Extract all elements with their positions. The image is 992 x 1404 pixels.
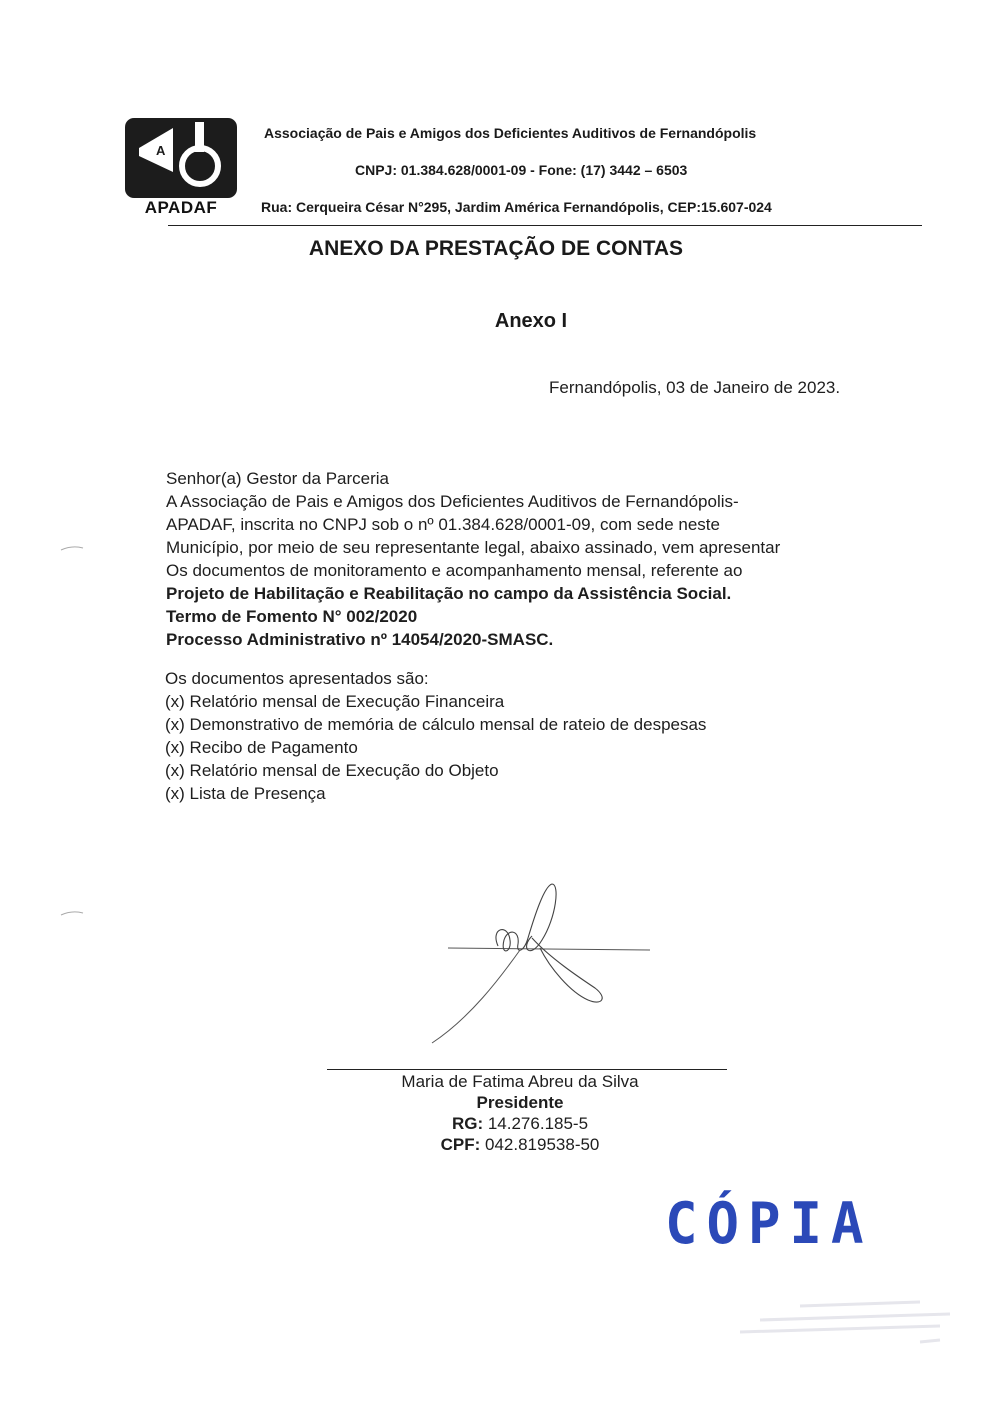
signatory-block xyxy=(320,1071,720,1155)
margin-mark xyxy=(60,545,84,551)
signature-line xyxy=(327,1069,727,1070)
rg-label: RG: xyxy=(451,1114,484,1133)
faded-stamp-mark xyxy=(740,1298,955,1348)
document-date: Fernandópolis, 03 de Janeiro de 2023. xyxy=(549,378,841,397)
letter-line: A Associação de Pais e Amigos dos Deficientes Auditivos de Fernandópolis- xyxy=(166,492,739,511)
document-title: ANEXO DA PRESTAÇÃO DE CONTAS xyxy=(308,237,684,260)
annex-title: Anexo I xyxy=(494,310,568,332)
signatory-role: Presidente xyxy=(476,1093,564,1112)
rg-value: 14.276.185-5 xyxy=(483,1114,589,1133)
organization-name: Associação de Pais e Amigos dos Deficientes Auditivos de Fernandópolis xyxy=(264,125,757,141)
list-item: (x) Recibo de Pagamento xyxy=(165,738,358,757)
cpf-label: CPF: xyxy=(440,1135,481,1154)
signatory-name: Maria de Fatima Abreu da Silva xyxy=(401,1072,639,1091)
list-item: (x) Relatório mensal de Execução Financeira xyxy=(165,692,505,711)
letter-line: Município, por meio de seu representante legal, abaixo assinado, vem apresentar xyxy=(166,538,781,557)
term-number: Termo de Fomento N° 002/2020 xyxy=(166,607,418,626)
signatory-rg xyxy=(320,1113,720,1134)
svg-text:A: A xyxy=(156,143,166,158)
cpf-value: 042.819538-50 xyxy=(480,1135,600,1154)
process-number: Processo Administrativo nº 14054/2020-SMASC. xyxy=(166,630,554,649)
documents-list xyxy=(165,667,885,805)
copy-stamp: CÓPIA xyxy=(665,1190,873,1257)
organization-contact: CNPJ: 01.384.628/0001-09 - Fone: (17) 3442 – 6503 xyxy=(355,162,688,178)
logo-wordmark: APADAF xyxy=(144,198,218,217)
handwritten-signature xyxy=(420,878,660,1048)
documents-intro: Os documentos apresentados são: xyxy=(165,669,429,688)
list-item: (x) Demonstrativo de memória de cálculo mensal de rateio de despesas xyxy=(165,715,707,734)
letter-line: Os documentos de monitoramento e acompanhamento mensal, referente ao xyxy=(166,561,743,580)
letter-line: APADAF, inscrita no CNPJ sob o nº 01.384.628/0001-09, com sede neste xyxy=(166,515,720,534)
signatory-cpf xyxy=(320,1134,720,1155)
header-divider xyxy=(168,225,922,226)
margin-mark xyxy=(60,910,84,916)
project-name: Projeto de Habilitação e Reabilitação no campo da Assistência Social. xyxy=(166,584,732,603)
organization-address: Rua: Cerqueira César N°295, Jardim América Fernandópolis, CEP:15.607-024 xyxy=(261,199,772,215)
list-item: (x) Lista de Presença xyxy=(165,784,326,803)
list-item: (x) Relatório mensal de Execução do Objeto xyxy=(165,761,499,780)
letter-body xyxy=(166,467,886,651)
salutation: Senhor(a) Gestor da Parceria xyxy=(166,469,389,488)
apadaf-logo xyxy=(125,118,237,198)
